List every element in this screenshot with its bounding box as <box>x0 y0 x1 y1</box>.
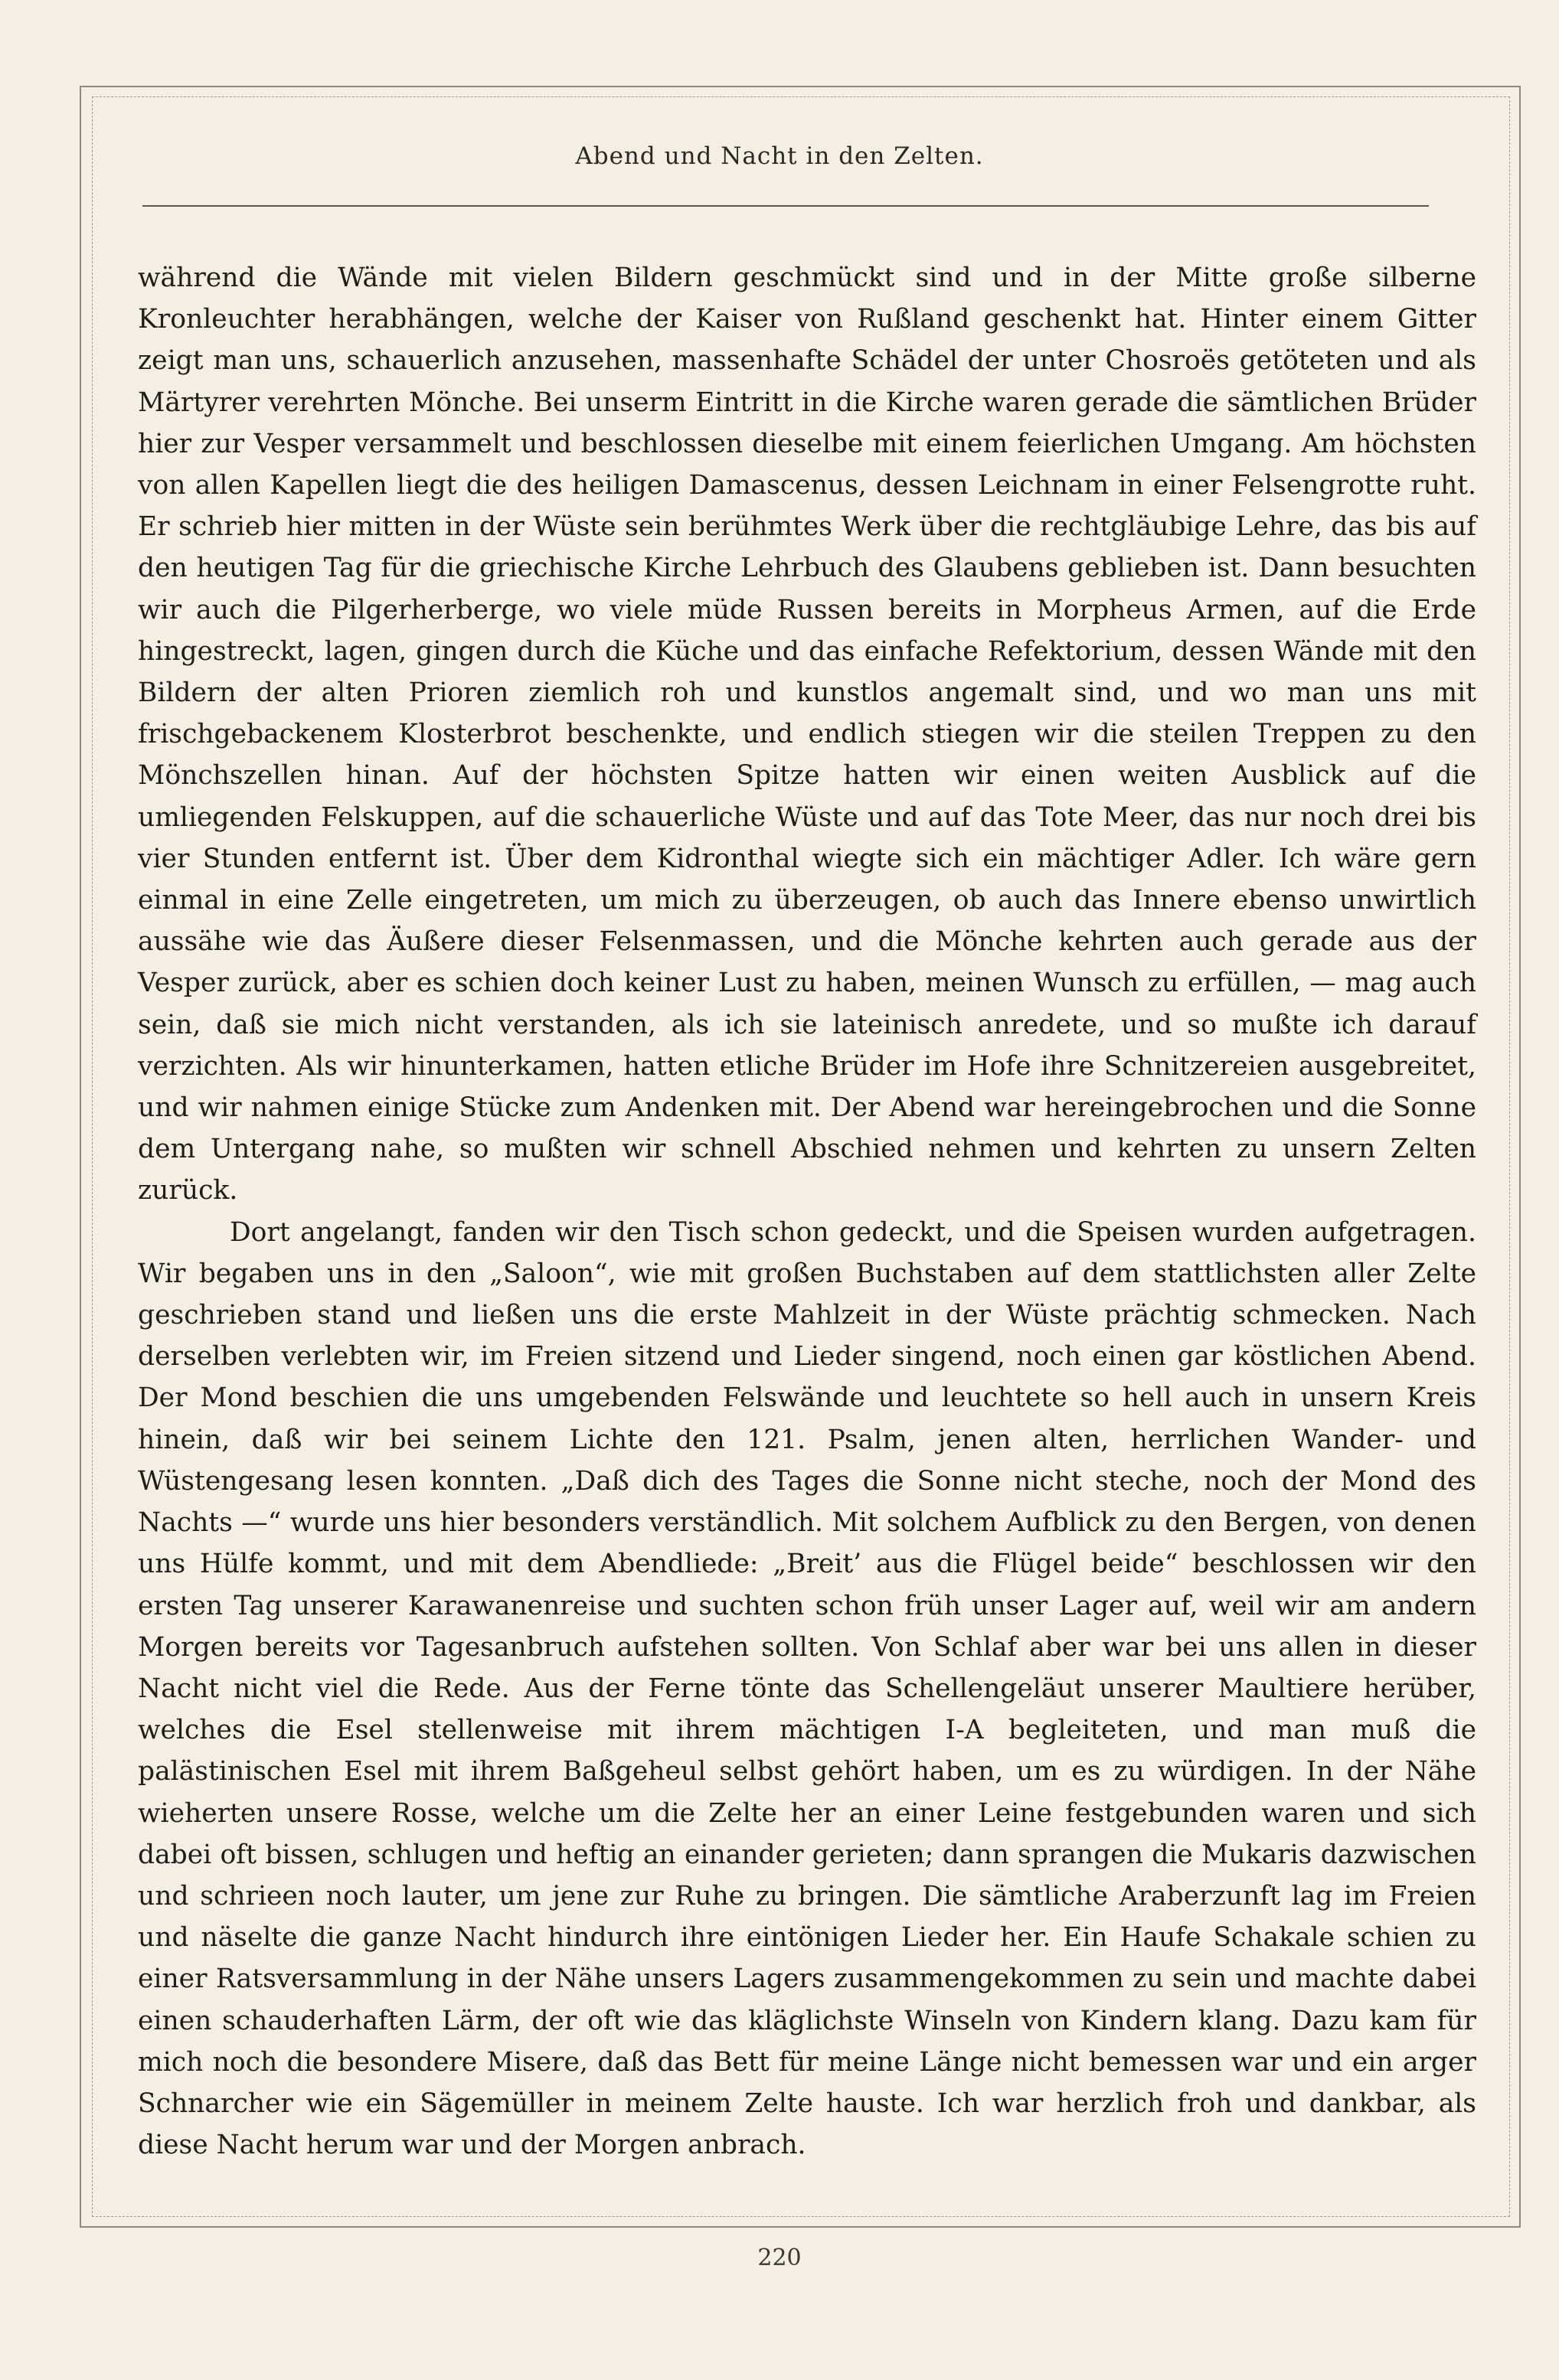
header-rule <box>142 205 1429 207</box>
paragraph-2: Dort angelangt, fanden wir den Tisch schon gedeckt, und die Speisen wurden aufgetragen. Wir begaben uns in den „Saloon“, wie mit großen Buchstaben auf dem stattlichsten aller Zelte geschrieben stand und ließen uns die erste Mahlzeit in der Wüste prächtig schmecken. Nach derselben verlebten wir, im Freien sitzend und Lieder singend, noch einen gar köstlichen Abend. Der Mond beschien die uns umgebenden Felswände und leuchtete so hell auch in unsern Kreis hinein, daß wir bei seinem Lichte den 121. Psalm, jenen alten, herrlichen Wander- und Wüstengesang lesen konnten. „Daß dich des Tages die Sonne nicht steche, noch der Mond des Nachts —“ wurde uns hier besonders verständlich. Mit solchem Aufblick zu den Bergen, von denen uns Hülfe kommt, und mit dem Abendliede: „Breit’ aus die Flügel beide“ beschlossen wir den ersten Tag unserer Karawanenreise und suchten schon früh unser Lager auf, weil wir am andern Morgen bereits vor Tagesanbruch aufstehen sollten. Von Schlaf aber war bei uns allen in dieser Nacht nicht viel die Rede. Aus der Ferne tönte das Schellengeläut unserer Maultiere herüber, welches die Esel stellenweise mit ihrem mächtigen I-A begleiteten, und man muß die palästinischen Esel mit ihrem Baßgeheul selbst gehört haben, um es zu würdigen. In der Nähe wieherten unsere Rosse, welche um die Zelte her an einer Leine festgebunden waren und sich dabei oft bissen, schlugen und heftig an einander gerieten; dann sprangen die Mukaris dazwischen und schrieen noch lauter, um jene zur Ruhe zu bringen. Die sämtliche Araberzunft lag im Freien und näselte die ganze Nacht hindurch ihre eintönigen Lieder her. Ein Haufe Schakale schien zu einer Ratsversammlung in der Nähe unsers Lagers zusammengekommen zu sein und machte dabei einen schauderhaften Lärm, der oft wie das kläglichste Winseln von Kindern klang. Dazu kam für mich noch die besondere Misere, daß das Bett für meine Länge nicht bemessen war und ein arger Schnarcher wie ein Sägemüller in meinem Zelte hauste. Ich war herzlich froh und dankbar, als diese Nacht herum war und der Morgen anbrach. <box>138 1216 1476 2161</box>
running-header: Abend und Nacht in den Zelten. <box>575 142 984 170</box>
paragraph-1: während die Wände mit vielen Bildern geschmückt sind und in der Mitte große silberne Kronleuchter herabhängen, welche der Kaiser von Rußland geschenkt hat. Hinter einem Gitter zeigt man uns, schauerlich anzusehen, massenhafte Schädel der unter Chosroës getöteten und als Märtyrer verehrten Mönche. Bei unserm Eintritt in die Kirche waren gerade die sämtlichen Brüder hier zur Vesper versammelt und beschlossen dieselbe mit einem feierlichen Umgang. Am höchsten von allen Kapellen liegt die des heiligen Damascenus, dessen Leichnam in einer Felsengrotte ruht. Er schrieb hier mitten in der Wüste sein berühmtes Werk über die rechtgläubige Lehre, das bis auf den heutigen Tag für die griechische Kirche Lehrbuch des Glaubens geblieben ist. Dann besuchten wir auch die Pilgerherberge, wo viele müde Russen bereits in Morpheus Armen, auf die Erde hingestreckt, lagen, gingen durch die Küche und das einfache Refektorium, dessen Wände mit den Bildern der alten Prioren ziemlich roh und kunstlos angemalt sind, und wo man uns mit frischgebackenem Klosterbrot beschenkte, und endlich stiegen wir die steilen Treppen zu den Mönchszellen hinan. Auf der höchsten Spitze hatten wir einen weiten Ausblick auf die umliegenden Felskuppen, auf die schauerliche Wüste und auf das Tote Meer, das nur noch drei bis vier Stunden entfernt ist. Über dem Kidronthal wiegte sich ein mächtiger Adler. Ich wäre gern einmal in eine Zelle eingetreten, um mich zu überzeugen, ob auch das Innere ebenso unwirtlich aussähe wie das Äußere dieser Felsenmassen, und die Mönche kehrten auch gerade aus der Vesper zurück, aber es schien doch keiner Lust zu haben, meinen Wunsch zu erfüllen, — mag auch sein, daß sie mich nicht verstanden, als ich sie lateinisch anredete, und so mußte ich darauf verzichten. Als wir hinunterkamen, hatten etliche Brüder im Hofe ihre Schnitzereien ausgebreitet, und wir nahmen einige Stücke zum Andenken mit. Der Abend war hereingebrochen und die Sonne dem Untergang nahe, so mußten wir schnell Abschied nehmen und kehrten zu unsern Zelten zurück. <box>138 263 1476 1206</box>
page-number: 220 <box>757 2245 802 2271</box>
body-text <box>138 257 1476 2166</box>
